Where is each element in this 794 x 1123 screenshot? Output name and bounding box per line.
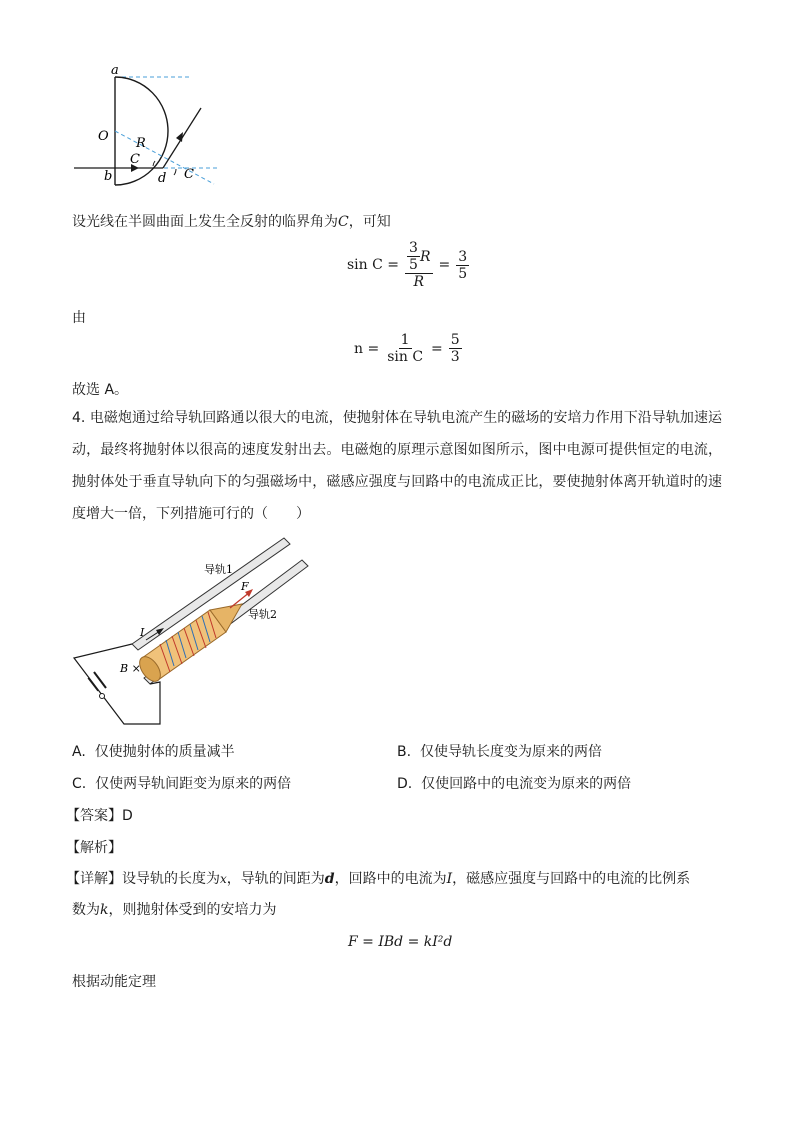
railgun-figure xyxy=(70,532,315,730)
label-rail1: 导轨1 xyxy=(204,563,233,576)
label-B: B × xyxy=(120,662,141,675)
label-R: R xyxy=(136,136,146,151)
equation-force: F = IBd = kI²d xyxy=(348,934,453,950)
label-a: a xyxy=(111,63,119,78)
label-rail2: 导轨2 xyxy=(248,608,277,621)
analysis-tag: 【解析】 xyxy=(66,840,122,856)
optics-figure xyxy=(68,60,228,190)
label-C1: C xyxy=(130,152,140,167)
q3-choose: 故选 A。 xyxy=(72,382,129,398)
equation-sinC: sin C = $\frac{3}{5}$ R R = $\frac{3}{5}$ xyxy=(347,240,468,290)
label-F: F xyxy=(241,580,249,593)
label-d: d xyxy=(158,171,167,186)
detail-line1: 【详解】设导轨的长度为x，导轨的间距为d，回路中的电流为I，磁感应强度与回路中的电流的比例系 xyxy=(66,871,691,887)
label-O: O xyxy=(98,129,109,144)
option-d[interactable]: D. 仅使回路中的电流变为原来的两倍 xyxy=(397,776,632,792)
option-c[interactable]: C. 仅使两导轨间距变为原来的两倍 xyxy=(72,776,292,792)
q3-line1: 设光线在半圆曲面上发生全反射的临界角为C，可知 xyxy=(72,214,391,230)
label-I: I xyxy=(140,626,145,639)
q3-you: 由 xyxy=(72,310,86,326)
option-a[interactable]: A. 仅使抛射体的质量减半 xyxy=(72,744,235,760)
label-b: b xyxy=(104,169,113,184)
option-b[interactable]: B. 仅使导轨长度变为原来的两倍 xyxy=(397,744,602,760)
detail-line2: 数为k，则抛射体受到的安培力为 xyxy=(72,902,277,918)
q4-stem: 4. 电磁炮通过给导轨回路通以很大的电流，使抛射体在导轨电流产生的磁场的安培力作用下沿导轨加速运动，最终将抛射体以很高的速度发射出去。电磁炮的原理示意图如图所示，图中电源可提供恒定的电流，抛射体处于垂直导轨向下的匀强磁场中，磁感应强度与回路中的电流成正比，要使抛射体离开轨道时的速度增大一倍，下列措施可行的（ ） xyxy=(72,410,722,522)
equation-n: n = $\frac{1}{\text{sin C}}$ = $\frac{5}{3}$ xyxy=(354,332,460,365)
label-C2: C xyxy=(184,167,194,182)
answer-line: 【答案】D xyxy=(66,808,133,824)
last-line: 根据动能定理 xyxy=(72,974,156,990)
